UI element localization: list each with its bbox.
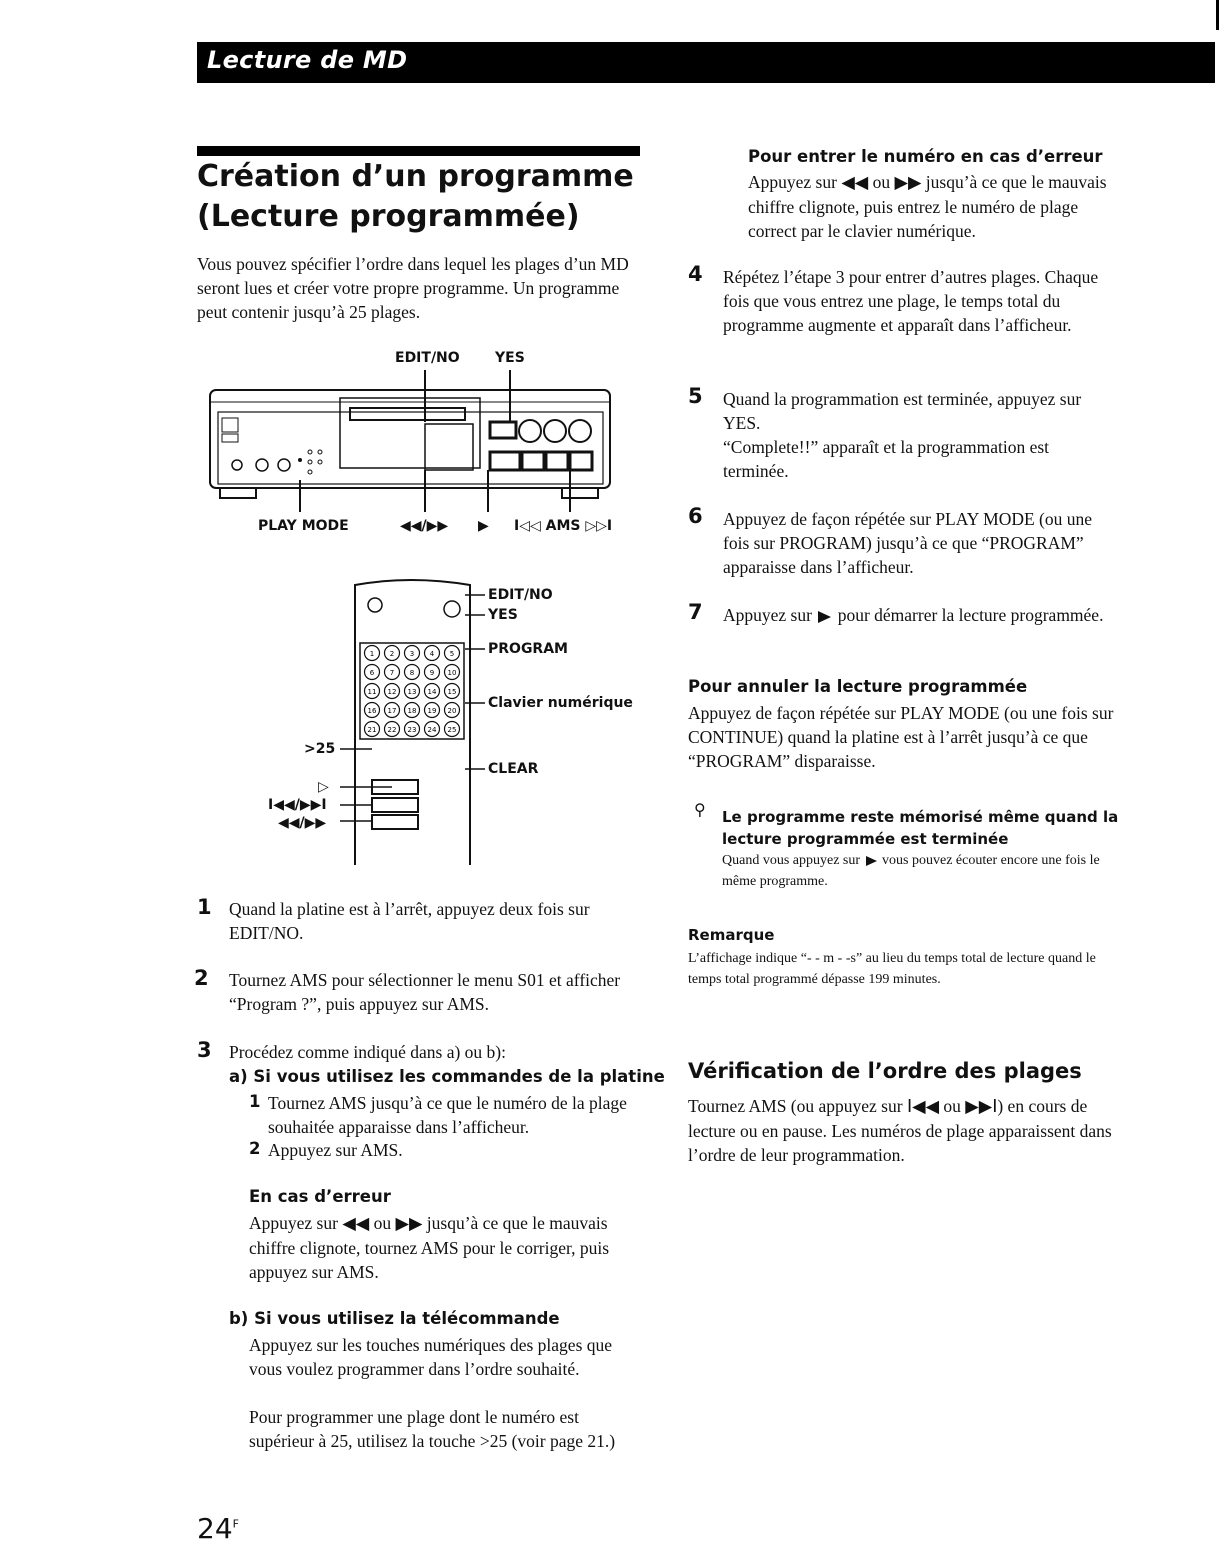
step-1-number: 1 bbox=[197, 895, 212, 919]
remote-label-program: PROGRAM bbox=[488, 641, 568, 657]
step-3-text: Procédez comme indiqué dans a) ou b): bbox=[229, 1042, 506, 1062]
remote-key-label: 17 bbox=[387, 707, 397, 715]
verify-pre: Tournez AMS (ou appuyez sur bbox=[688, 1096, 903, 1116]
note-text: L’affichage indique “- - m - -s” au lieu du temps total de lecture quand le temps total programmé dépasse 199 minutes. bbox=[688, 951, 1096, 987]
remote-key-label: 18 bbox=[407, 707, 417, 715]
right-error-title: Pour entrer le numéro en cas d’erreur bbox=[748, 147, 1103, 166]
deck-label-ams: I◁◁ AMS ▷▷I bbox=[514, 518, 613, 534]
step-5-text-2: “Complete!!” apparaît et la programmation est terminée. bbox=[723, 437, 1050, 481]
skip-forward-icon: ▶▶I bbox=[965, 1097, 998, 1117]
step-4-number: 4 bbox=[688, 262, 703, 286]
step-4-text: Répétez l’étape 3 pour entrer d’autres plages. Chaque fois que vous entrez une plage, le temps total du programme augmente et apparaît dans l’afficheur. bbox=[723, 267, 1099, 335]
remote-key-label: 20 bbox=[447, 707, 457, 715]
deck-label-yes: YES bbox=[495, 350, 525, 366]
remote-key-label: 9 bbox=[429, 669, 435, 677]
remote-key-label: 22 bbox=[387, 726, 397, 734]
right-error-post: jusqu’à ce que le mauvais chiffre clignote, puis entrez le numéro de plage correct par le clavier numérique. bbox=[748, 172, 1107, 241]
deck-label-rew-ff: ◀◀/▶▶ bbox=[400, 518, 449, 534]
remote-label-yes: YES bbox=[488, 607, 518, 623]
step-5-number: 5 bbox=[688, 384, 703, 408]
title-line-1: Création d’un programme bbox=[197, 159, 634, 194]
remote-label-clear: CLEAR bbox=[488, 761, 539, 777]
remote-key-label: 14 bbox=[427, 688, 437, 696]
remote-key-label: 15 bbox=[447, 688, 457, 696]
rewind-icon: ◀◀ bbox=[841, 173, 869, 193]
step-3b-text-1: Appuyez sur les touches numériques des plages que vous voulez programmer dans l’ordre souhaité. bbox=[249, 1335, 613, 1379]
step-6-text: Appuyez de façon répétée sur PLAY MODE (ou une fois sur PROGRAM) jusqu’à ce que “PROGRAM” apparaisse dans l’afficheur. bbox=[723, 509, 1093, 577]
error-text-post: jusqu’à ce que le mauvais chiffre clignote, tournez AMS pour le corriger, puis appuyez sur AMS. bbox=[249, 1213, 610, 1282]
cancel-text: Appuyez de façon répétée sur PLAY MODE (ou une fois sur CONTINUE) quand la platine est à l’arrêt jusqu’à ce que “PROGRAM” disparaisse. bbox=[688, 703, 1114, 771]
right-error-pre: Appuyez sur bbox=[748, 172, 837, 192]
remote-label-play: ▷ bbox=[318, 779, 329, 795]
fast-forward-icon: ▶▶ bbox=[894, 173, 922, 193]
remote-key-label: 4 bbox=[429, 650, 435, 658]
step-7-number: 7 bbox=[688, 600, 703, 624]
section-header bbox=[197, 42, 1215, 83]
tip-text bbox=[722, 850, 1122, 892]
verify-text bbox=[688, 1094, 1128, 1167]
remote-key-label: 25 bbox=[447, 726, 457, 734]
step-3a-title: a) Si vous utilisez les commandes de la platine bbox=[229, 1067, 665, 1086]
play-icon bbox=[818, 611, 831, 623]
remote-keypad bbox=[365, 646, 460, 737]
page-number-value: 24 bbox=[197, 1512, 233, 1545]
tip-title: Le programme reste mémorisé même quand la lecture programmée est terminée bbox=[722, 808, 1119, 848]
remote-key-label: 2 bbox=[389, 650, 395, 658]
step-3a-1-text: Tournez AMS jusqu’à ce que le numéro de la plage souhaitée apparaisse dans l’afficheur. bbox=[268, 1093, 627, 1137]
remote-key-label: 13 bbox=[407, 688, 417, 696]
step-2-number: 2 bbox=[194, 966, 209, 990]
right-error-text bbox=[748, 170, 1128, 243]
remote-key-label: 3 bbox=[409, 650, 415, 658]
step-6-number: 6 bbox=[688, 504, 703, 528]
step-7-text bbox=[723, 603, 1118, 627]
page-number bbox=[197, 1512, 239, 1545]
remote-key-label: 24 bbox=[427, 726, 437, 734]
remote-key-label: 7 bbox=[389, 669, 395, 677]
step-5-text: Quand la programmation est terminée, appuyez sur YES. bbox=[723, 389, 1082, 433]
section-title: Lecture de MD bbox=[207, 46, 408, 74]
step-3a-1-number: 1 bbox=[249, 1092, 261, 1111]
step-3a-2-number: 2 bbox=[249, 1139, 261, 1158]
deck-drawing bbox=[200, 340, 640, 540]
deck-label-edit: EDIT/NO bbox=[395, 350, 460, 366]
remote-key-label: 5 bbox=[449, 650, 455, 658]
remote-drawing bbox=[260, 575, 660, 885]
remote-key-label: 10 bbox=[447, 669, 457, 677]
remote-figure bbox=[260, 575, 660, 885]
step-1-text: Quand la platine est à l’arrêt, appuyez deux fois sur EDIT/NO. bbox=[229, 899, 590, 943]
remote-key-label: 16 bbox=[367, 707, 377, 715]
remote-key-label: 23 bbox=[407, 726, 417, 734]
deck-label-play-mode: PLAY MODE bbox=[258, 518, 349, 534]
step-3b-title: b) Si vous utilisez la télécommande bbox=[229, 1309, 560, 1328]
rewind-icon: ◀◀ bbox=[342, 1214, 370, 1234]
title-line-2: (Lecture programmée) bbox=[197, 199, 580, 234]
step-3a-2-text: Appuyez sur AMS. bbox=[268, 1140, 403, 1160]
error-text-pre: Appuyez sur bbox=[249, 1213, 338, 1233]
remote-label-skip: I◀◀/▶▶I bbox=[268, 797, 327, 813]
step-7-post: pour démarrer la lecture programmée. bbox=[837, 605, 1104, 625]
remote-label-rew-ff: ◀◀/▶▶ bbox=[278, 815, 327, 831]
corner-mark bbox=[1216, 0, 1219, 30]
cancel-title: Pour annuler la lecture programmée bbox=[688, 677, 1028, 696]
step-3b-text-2: Pour programmer une plage dont le numéro est supérieur à 25, utilisez la touche >25 (voir page 21.) bbox=[249, 1407, 616, 1451]
verify-title: Vérification de l’ordre des plages bbox=[688, 1059, 1082, 1083]
note-title: Remarque bbox=[688, 926, 775, 944]
intro-paragraph: Vous pouvez spécifier l’ordre dans lequel les plages d’un MD seront lues et créer votre propre programme. Un programme peut contenir jusqu’à 25 plages. bbox=[197, 254, 629, 322]
step-3-number: 3 bbox=[197, 1038, 212, 1062]
tip-icon: ⚲ bbox=[694, 800, 706, 819]
page-number-suffix: F bbox=[232, 1517, 239, 1531]
remote-key-label: 1 bbox=[369, 650, 375, 658]
remote-label-edit: EDIT/NO bbox=[488, 587, 553, 603]
title-rule bbox=[197, 146, 640, 156]
remote-key-label: 6 bbox=[369, 669, 375, 677]
error-text bbox=[249, 1211, 639, 1284]
remote-key-label: 11 bbox=[367, 688, 377, 696]
deck-label-play: ▶ bbox=[478, 518, 489, 534]
remote-key-label: 12 bbox=[387, 688, 397, 696]
fast-forward-icon: ▶▶ bbox=[395, 1214, 423, 1234]
step-2-text: Tournez AMS pour sélectionner le menu S01 et afficher “Program ?”, puis appuyez sur AMS. bbox=[229, 970, 621, 1014]
right-error-mid: ou bbox=[872, 172, 891, 192]
error-title: En cas d’erreur bbox=[249, 1187, 391, 1206]
deck-figure bbox=[200, 340, 640, 540]
verify-post: ) en cours de lecture ou en pause. Les numéros de plage apparaissent dans l’ordre de leur programmation. bbox=[688, 1096, 1112, 1165]
error-text-mid: ou bbox=[373, 1213, 392, 1233]
tip-post: vous pouvez écouter encore une fois le même programme. bbox=[722, 853, 1100, 889]
verify-mid: ou bbox=[943, 1096, 961, 1116]
remote-key-label: 21 bbox=[367, 726, 377, 734]
remote-key-label: 8 bbox=[409, 669, 415, 677]
skip-back-icon: I◀◀ bbox=[906, 1097, 940, 1117]
remote-label-keypad: Clavier numérique bbox=[488, 695, 633, 711]
remote-label-25: >25 bbox=[304, 741, 336, 757]
page-title bbox=[197, 157, 647, 237]
play-icon bbox=[866, 856, 877, 866]
tip-pre: Quand vous appuyez sur bbox=[722, 853, 861, 868]
remote-key-label: 19 bbox=[427, 707, 437, 715]
step-7-pre: Appuyez sur bbox=[723, 605, 812, 625]
